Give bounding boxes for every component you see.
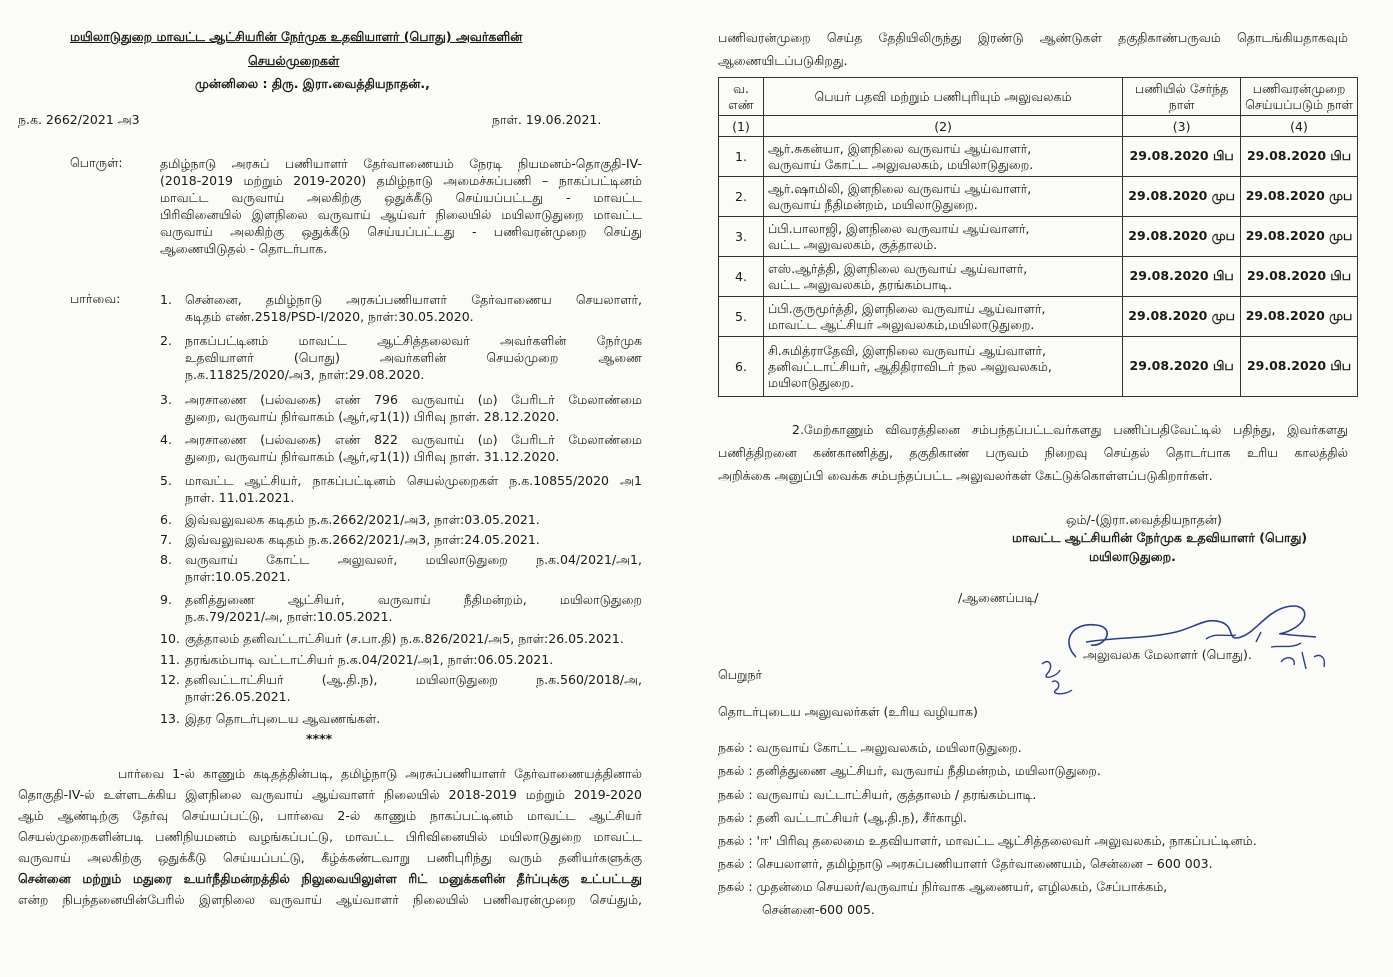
- row-regularised: 29.08.2020 முப: [1241, 217, 1358, 257]
- para2-line: பணித்திறனை கண்காணித்து, தகுதிகாண் பருவம் நிறைவு செய்தல் தொடர்பாக உரிய காலத்தில்: [718, 445, 1348, 460]
- presiding-officer: முன்னிலை : திரு. இரா.வைத்தியநாதன்.,: [195, 76, 430, 91]
- row-regularised: 29.08.2020 பிப: [1241, 137, 1358, 177]
- reference-line: தனித்துணை ஆட்சியர், வருவாய் நீதிமன்றம், மயிலாடுதுறை: [185, 592, 642, 607]
- continuation-line: பணிவரன்முறை செய்த தேதியிலிருந்து இரண்டு ஆண்டுகள் தகுதிகாண்பருவம் தொடங்கியதாகவும்: [718, 30, 1348, 45]
- reference-line: ந.க.79/2021/அ, நாள்:10.05.2021.: [185, 609, 393, 624]
- continuation-line: ஆணையிடப்படுகிறது.: [718, 53, 848, 68]
- reference-number: 13.: [160, 711, 180, 726]
- signatory-place: மயிலாடுதுறை.: [1089, 549, 1176, 564]
- row-name: சி.சுமித்ராதேவி, இளநிலை வருவாய் ஆய்வாளர், தனிவட்டாட்சியர், ஆதிதிராவிடர் நல அலுவலகம், மயிலாடுதுறை.: [763, 337, 1122, 397]
- reference-item: [160, 710, 642, 727]
- reference-item: [160, 591, 642, 625]
- row-joined: 29.08.2020 முப: [1123, 297, 1241, 337]
- initial-signature: [1032, 652, 1082, 702]
- row-joined: 29.08.2020 முப: [1123, 177, 1241, 217]
- reference-item: [160, 630, 642, 647]
- table-row: [719, 337, 1358, 397]
- recipient-label: பெறுநர்: [718, 667, 763, 682]
- reference-number: 3.: [160, 392, 172, 407]
- copy-line: நகல் : வருவாய் கோட்ட அலுவலகம், மயிலாடுதுறை.: [718, 740, 1022, 755]
- signatory-designation: மாவட்ட ஆட்சியரின் நேர்முக உதவியாளர் (பொது): [1012, 530, 1308, 545]
- row-serial: 5.: [719, 297, 764, 337]
- reference-number: 2.: [160, 333, 172, 348]
- row-serial: 2.: [719, 177, 764, 217]
- reference-number: 1.: [160, 292, 172, 307]
- regularisation-table: [718, 77, 1358, 397]
- subject-text: [160, 155, 642, 257]
- row-regularised: 29.08.2020 முப: [1241, 297, 1358, 337]
- reference-item: [160, 511, 642, 528]
- row-name: ஆர்.சுகன்யா, இளநிலை வருவாய் ஆய்வாளர், வருவாய் கோட்ட அலுவலகம், மயிலாடுதுறை.: [763, 137, 1122, 177]
- left-page: [0, 0, 696, 977]
- body-line: என்ற நிபந்தனையின்பேரில் இளநிலை வருவாய் ஆய்வாளர் நிலையில் பணிவரன்முறை செய்தும்,: [18, 892, 642, 907]
- table-row: [719, 137, 1358, 177]
- col-number: (4): [1241, 116, 1358, 137]
- handwritten-signature: [1056, 597, 1336, 682]
- reference-item: [160, 472, 642, 506]
- body-line: செயல்முறைகளின்படி பணிநியமனம் வழங்கப்பட்டு, மாவட்ட பிரிவினையில் மயிலாடுதுறை மாவட்ட: [18, 829, 642, 844]
- references-label: பார்வை:: [70, 291, 121, 306]
- table-row: [719, 257, 1358, 297]
- reference-item: [160, 431, 642, 465]
- table-row: [719, 177, 1358, 217]
- row-joined: 29.08.2020 பிப: [1123, 337, 1241, 397]
- reference-line: நாள்:26.05.2021.: [185, 689, 291, 704]
- header-regularised: பணிவரன்முறை செய்யப்படும் நாள்: [1241, 78, 1358, 116]
- reference-item: [160, 391, 642, 425]
- reference-line: உதவியாளர் (பொது) அவர்களின் செயல்முறை ஆணை: [185, 350, 642, 365]
- reference-line: சென்னை, தமிழ்நாடு அரசுப்பணியாளர் தேர்வாணைய செயலாளர்,: [185, 292, 642, 307]
- row-regularised: 29.08.2020 பிப: [1241, 337, 1358, 397]
- table-row: [719, 217, 1358, 257]
- row-serial: 3.: [719, 217, 764, 257]
- row-name: ஆர்.ஷாமிலி, இளநிலை வருவாய் ஆய்வாளர், வருவாய் நீதிமன்றம், மயிலாடுதுறை.: [763, 177, 1122, 217]
- body-line: பார்வை 1-ல் காணும் கடிதத்தின்படி, தமிழ்நாடு அரசுப்பணியாளர் தேர்வாணையத்தினால்: [118, 766, 642, 781]
- reference-line: துறை, வருவாய் நிர்வாகம் (ஆர்,ஏ1(1)) பிரிவு நாள். 31.12.2020.: [185, 449, 560, 464]
- table-row: [719, 297, 1358, 337]
- column-number-row: [719, 116, 1358, 137]
- reference-line: மாவட்ட ஆட்சியர், நாகப்பட்டினம் செயல்முறைகள் ந.க.10855/2020 அ1: [185, 473, 642, 488]
- reference-line: நாகப்பட்டினம் மாவட்ட ஆட்சித்தலைவர் அவர்களின் நேர்முக: [185, 333, 642, 348]
- reference-line: குத்தாலம் தனிவட்டாட்சியர் (ச.பா.தி) ந.க.826/2021/அ5, நாள்:26.05.2021.: [185, 631, 624, 646]
- subject-label: பொருள்:: [70, 155, 123, 170]
- table-header-row: [719, 78, 1358, 116]
- row-name: ப்பி.குருமூர்த்தி, இளநிலை வருவாய் ஆய்வாளர், மாவட்ட ஆட்சியர் அலுவலகம்,மயிலாடுதுறை.: [763, 297, 1122, 337]
- subject-line: வருவாய் அலகிற்கு ஒதுக்கீடு செய்யப்பட்டது - பணிவரன்முறை செய்து: [160, 224, 642, 239]
- body-paragraph: [18, 763, 642, 910]
- copy-line: நகல் : 'ஈ' பிரிவு தலைமை உதவியாளர், மாவட்ட ஆட்சித்தலைவர் அலுவலகம், நாகப்பட்டினம்.: [718, 833, 1257, 848]
- body-line: சென்னை மற்றும் மதுரை உயர்நீதிமன்றத்தில் நிலுவையிலுள்ள ரிட் மனுக்களின் தீர்ப்புக்கு உட்பட்டது: [18, 871, 642, 886]
- header-name: பெயர் பதவி மற்றும் பணிபுரியும் அலுவலகம்: [763, 78, 1122, 116]
- body-line: ஆம் ஆண்டிற்கு தேர்வு செய்யப்பட்டு, பார்வை 2-ல் காணும் நாகப்பட்டினம் மாவட்ட ஆட்சியர்: [18, 808, 642, 823]
- reference-line: அரசாணை (பல்வகை) எண் 822 வருவாய் (ம) பேரிடர் மேலாண்மை: [185, 432, 642, 447]
- reference-line: தரங்கம்பாடி வட்டாட்சியர் ந.க.04/2021/அ1, நாள்:06.05.2021.: [185, 652, 554, 667]
- row-regularised: 29.08.2020 முப: [1241, 177, 1358, 217]
- reference-line: இதர தொடர்புடைய ஆவணங்கள்.: [185, 711, 381, 726]
- reference-line: நாள். 11.01.2021.: [185, 490, 295, 505]
- row-serial: 6.: [719, 337, 764, 397]
- reference-line: நாள்:10.05.2021.: [185, 569, 291, 584]
- subject-line: மாவட்ட வருவாய் அலகிற்கு ஒதுக்கீடு செய்யப்பட்டது - மாவட்ட: [160, 190, 642, 205]
- reference-number: 12.: [160, 672, 180, 687]
- reference-line: தனிவட்டாட்சியர் (ஆ.தி.ந), மயிலாடுதுறை ந.க.560/2018/அ,: [185, 672, 642, 687]
- by-order: /ஆணைப்படி/: [958, 590, 1039, 605]
- reference-number: 10.: [160, 631, 180, 646]
- reference-line: கடிதம் எண்.2518/PSD-I/2020, நாள்:30.05.2020.: [185, 309, 474, 324]
- row-regularised: 29.08.2020 பிப: [1241, 257, 1358, 297]
- reference-item: [160, 332, 642, 383]
- reference-item: [160, 651, 642, 668]
- col-number: (1): [719, 116, 764, 137]
- copy-line: நகல் : வருவாய் வட்டாட்சியர், குத்தாலம் / தரங்கம்பாடி.: [718, 787, 1037, 802]
- order-date: நாள். 19.06.2021.: [492, 112, 602, 127]
- recipient: தொடர்புடைய அலுவலர்கள் (உரிய வழியாக): [718, 704, 978, 719]
- subject-line: பிரிவினையில் இளநிலை வருவாய் ஆய்வர் நிலையில் மயிலாடுதுறை மாவட்ட: [160, 207, 642, 222]
- reference-line: இவ்வலுவலக கடிதம் ந.க.2662/2021/அ3, நாள்:03.05.2021.: [185, 512, 540, 527]
- row-name: எஸ்.ஆர்த்தி, இளநிலை வருவாய் ஆய்வாளர், வட்ட அலுவலகம், தரங்கம்பாடி.: [763, 257, 1122, 297]
- reference-number: 11.: [160, 652, 180, 667]
- reference-item: [160, 291, 642, 325]
- reference-item: [160, 551, 642, 585]
- reference-line: இவ்வலுவலக கடிதம் ந.க.2662/2021/அ3, நாள்:24.05.2021.: [185, 532, 540, 547]
- copy-line: நகல் : முதன்மை செயலர்/வருவாய் நிர்வாக ஆணையர், எழிலகம், சேப்பாக்கம்,: [718, 879, 1168, 894]
- body-line: தொகுதி-IV-ல் உள்ளடக்கிய இளநிலை வருவாய் ஆய்வாளர் நிலையில் 2018-2019 மற்றும் 2019-2020: [18, 787, 642, 802]
- row-serial: 1.: [719, 137, 764, 177]
- right-page: [696, 0, 1393, 977]
- col-number: (2): [763, 116, 1122, 137]
- reference-number: 4.: [160, 432, 172, 447]
- row-name: ப்பி.பாலாஜி, இளநிலை வருவாய் ஆய்வாளர், வட்ட அலுவலகம், குத்தாலம்.: [763, 217, 1122, 257]
- reference-line: அரசாணை (பல்வகை) எண் 796 வருவாய் (ம) பேரிடர் மேலாண்மை: [185, 392, 642, 407]
- separator-stars: ****: [306, 731, 333, 746]
- col-number: (3): [1123, 116, 1241, 137]
- title-line-2: செயல்முறைகள்: [248, 53, 340, 68]
- reference-number: 5.: [160, 473, 172, 488]
- reference-item: [160, 531, 642, 548]
- row-serial: 4.: [719, 257, 764, 297]
- reference-line: துறை, வருவாய் நிர்வாகம் (ஆர்,ஏ1(1)) பிரிவு நாள். 28.12.2020.: [185, 409, 560, 424]
- row-joined: 29.08.2020 பிப: [1123, 257, 1241, 297]
- copy-line: நகல் : தனித்துணை ஆட்சியர், வருவாய் நீதிமன்றம், மயிலாடுதுறை.: [718, 763, 1101, 778]
- reference-number: 9.: [160, 592, 172, 607]
- para2-line: அறிக்கை அனுப்பி வைக்க சம்பந்தப்பட்ட அலுவலர்கள் கேட்டுக்கொள்ளப்படுகிறார்கள்.: [718, 468, 1213, 483]
- copy-line: நகல் : தனி வட்டாட்சியர் (ஆ.தி.ந), சீர்காழி.: [718, 810, 967, 825]
- reference-number: 8.: [160, 552, 172, 567]
- reference-number: ந.க. 2662/2021 அ3: [18, 112, 140, 127]
- title-line-1: மயிலாடுதுறை மாவட்ட ஆட்சியரின் நேர்முக உதவியாளர் (பொது) அவர்களின்: [70, 29, 523, 44]
- subject-line: ஆணையிடுதல் - தொடர்பாக.: [160, 241, 328, 256]
- reference-number: 6.: [160, 512, 172, 527]
- body-line: வருவாய் அலகிற்கு ஒதுக்கீடு செய்யப்பட்டு, கீழ்க்கண்டவாறு பணிபுரிந்து வரும் தனியர்களுக்கு: [18, 850, 642, 865]
- copy-line: சென்னை-600 005.: [762, 902, 875, 917]
- row-joined: 29.08.2020 பிப: [1123, 137, 1241, 177]
- reference-line: வருவாய் கோட்ட அலுவலர், மயிலாடுதுறை ந.க.04/2021/அ1,: [185, 552, 642, 567]
- row-joined: 29.08.2020 முப: [1123, 217, 1241, 257]
- office-manager: அலுவலக மேலாளர் (பொது).: [1083, 647, 1252, 662]
- subject-line: தமிழ்நாடு அரசுப் பணியாளர் தேர்வாணையம் நேரடி நியமனம்-தொகுதி-IV-: [160, 156, 642, 171]
- signatory-name: ஒம்/-(இரா.வைத்தியநாதன்): [1066, 512, 1222, 527]
- copy-line: நகல் : செயலாளர், தமிழ்நாடு அரசுப்பணியாளர் தேர்வாணையம், சென்னை – 600 003.: [718, 856, 1213, 871]
- header-joined: பணியில் சேர்ந்த நாள்: [1123, 78, 1241, 116]
- para2-line: 2.மேற்காணும் விவரத்தினை சம்பந்தப்பட்டவர்களது பணிப்பதிவேட்டில் பதிந்து, இவர்களது: [792, 422, 1348, 437]
- subject-line: (2018-2019 மற்றும் 2019-2020) தமிழ்நாடு அமைச்சுப்பணி – நாகப்பட்டினம்: [160, 173, 642, 188]
- reference-item: [160, 671, 642, 705]
- reference-line: ந.க.11825/2020/அ3, நாள்:29.08.2020.: [185, 367, 425, 382]
- reference-number: 7.: [160, 532, 172, 547]
- header-serial: வ. எண்: [719, 78, 764, 116]
